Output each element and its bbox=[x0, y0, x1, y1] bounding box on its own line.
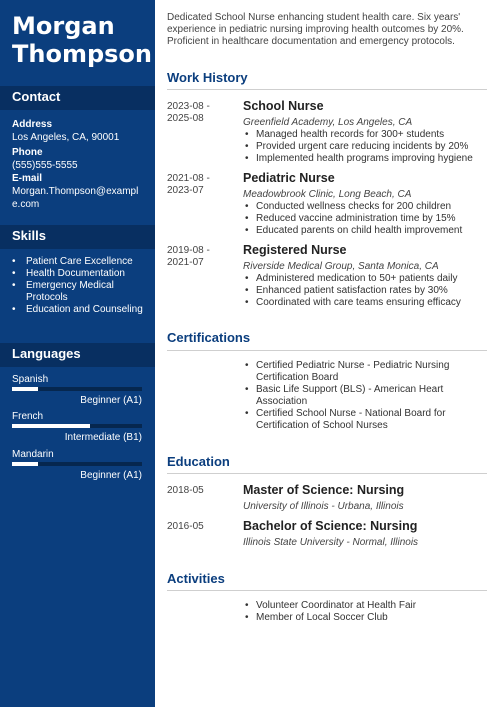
degree-field: Nursing bbox=[356, 483, 405, 497]
contact-heading: Contact bbox=[0, 86, 155, 110]
section-divider bbox=[167, 89, 487, 90]
work-details bbox=[243, 99, 489, 165]
address-block bbox=[12, 118, 152, 144]
language-name: Spanish bbox=[12, 374, 49, 385]
phone-label: Phone bbox=[12, 147, 43, 158]
language-item bbox=[12, 411, 142, 444]
email-block bbox=[12, 172, 152, 211]
certifications-details bbox=[243, 360, 489, 432]
activities-heading: Activities bbox=[167, 571, 225, 586]
skill-item: • Education and Counseling bbox=[12, 304, 152, 316]
education-date: 2018-05 bbox=[167, 485, 204, 496]
school-name: Illinois State University - Normal, Illinois bbox=[243, 537, 419, 548]
job-bullet: • Educated parents on child health improvement bbox=[243, 225, 489, 237]
certification-item: • Basic Life Support (BLS) - American Heart Association bbox=[243, 384, 458, 408]
languages-heading: Languages bbox=[0, 343, 155, 367]
last-name: Thompson bbox=[12, 40, 152, 68]
job-bullets bbox=[243, 129, 489, 165]
work-start-date: 2019-08 - bbox=[167, 245, 210, 256]
job-title: School Nurse bbox=[243, 99, 324, 113]
section-divider bbox=[167, 473, 487, 474]
job-bullet: • Provided urgent care reducing incidents by 20% bbox=[243, 141, 489, 153]
school-name: University of Illinois - Urbana, Illinois bbox=[243, 501, 404, 512]
degree-separator: : bbox=[362, 519, 371, 533]
address-value: Los Angeles, CA, 90001 bbox=[12, 132, 120, 143]
phone-value: (555)555-5555 bbox=[12, 160, 78, 171]
language-level: Intermediate (B1) bbox=[64, 432, 142, 443]
job-title: Pediatric Nurse bbox=[243, 171, 335, 185]
section-divider bbox=[167, 590, 487, 591]
job-bullet: • Coordinated with care teams ensuring efficacy bbox=[243, 297, 489, 309]
candidate-name bbox=[12, 12, 152, 68]
work-dates bbox=[167, 101, 237, 125]
job-organization: Meadowbrook Clinic, Long Beach, CA bbox=[243, 189, 412, 200]
education-details bbox=[243, 483, 489, 513]
degree-name: Master of Science bbox=[243, 483, 350, 497]
work-start-date: 2023-08 - bbox=[167, 101, 210, 112]
section-divider bbox=[167, 350, 487, 351]
job-bullets bbox=[243, 201, 489, 237]
certifications-heading: Certifications bbox=[167, 330, 251, 345]
education-heading: Education bbox=[167, 454, 230, 469]
work-dates bbox=[167, 245, 237, 269]
language-proficiency-bar bbox=[12, 462, 142, 466]
work-details bbox=[243, 243, 489, 309]
language-item bbox=[12, 374, 142, 407]
degree-title bbox=[243, 519, 489, 534]
job-bullet: • Conducted wellness checks for 200 children bbox=[243, 201, 489, 213]
job-bullets bbox=[243, 273, 489, 309]
certification-item: • Certified School Nurse - National Board for Certification of School Nurses bbox=[243, 408, 458, 432]
job-bullet: • Implemented health programs improving hygiene bbox=[243, 153, 489, 165]
job-organization: Greenfield Academy, Los Angeles, CA bbox=[243, 117, 413, 128]
language-item bbox=[12, 449, 142, 482]
first-name: Morgan bbox=[12, 12, 115, 40]
degree-separator: : bbox=[349, 483, 357, 497]
work-history-heading: Work History bbox=[167, 70, 248, 85]
work-start-date: 2021-08 - bbox=[167, 173, 210, 184]
skills-list bbox=[12, 256, 152, 316]
job-bullet: • Administered medication to 50+ patients daily bbox=[243, 273, 489, 285]
work-dates bbox=[167, 173, 237, 197]
language-level: Beginner (A1) bbox=[80, 470, 142, 481]
job-organization: Riverside Medical Group, Santa Monica, CA bbox=[243, 261, 439, 272]
phone-block bbox=[12, 146, 152, 172]
job-bullet: • Reduced vaccine administration time by 15% bbox=[243, 213, 489, 225]
email-value-line2[interactable]: e.com bbox=[12, 199, 40, 210]
language-proficiency-bar bbox=[12, 387, 142, 391]
language-proficiency-fill bbox=[12, 462, 38, 466]
language-proficiency-fill bbox=[12, 424, 90, 428]
language-proficiency-bar bbox=[12, 424, 142, 428]
skill-item: • Patient Care Excellence bbox=[12, 256, 152, 268]
job-bullet: • Managed health records for 300+ students bbox=[243, 129, 489, 141]
email-value-line1[interactable]: Morgan.Thompson@exampl bbox=[12, 186, 139, 197]
language-name: French bbox=[12, 411, 44, 422]
skills-heading: Skills bbox=[0, 225, 155, 249]
activity-item: • Volunteer Coordinator at Health Fair bbox=[243, 600, 489, 612]
degree-name: Bachelor of Science bbox=[243, 519, 363, 533]
email-label: E-mail bbox=[12, 173, 43, 184]
education-date: 2016-05 bbox=[167, 521, 204, 532]
job-bullet: • Enhanced patient satisfaction rates by 30% bbox=[243, 285, 489, 297]
degree-field: Nursing bbox=[370, 519, 418, 533]
work-end-date: 2021-07 bbox=[167, 257, 204, 268]
work-end-date: 2025-08 bbox=[167, 113, 204, 124]
certifications-list bbox=[243, 360, 458, 432]
work-details bbox=[243, 171, 489, 237]
skill-item: • Health Documentation bbox=[12, 268, 152, 280]
language-name: Mandarin bbox=[12, 449, 54, 460]
sidebar bbox=[0, 0, 155, 707]
activity-item: • Member of Local Soccer Club bbox=[243, 612, 489, 624]
language-level: Beginner (A1) bbox=[80, 395, 142, 406]
professional-summary: Dedicated School Nurse enhancing student health care. Six years' experience in pediatric nursing improving health outcomes by 20%. Proficient in healthcare documentation and emergency protocols. bbox=[167, 12, 464, 47]
education-details bbox=[243, 519, 489, 549]
work-end-date: 2023-07 bbox=[167, 185, 204, 196]
degree-title bbox=[243, 483, 489, 498]
language-proficiency-fill bbox=[12, 387, 38, 391]
activities-details bbox=[243, 600, 489, 624]
job-title: Registered Nurse bbox=[243, 243, 347, 257]
address-label: Address bbox=[12, 119, 53, 130]
activities-list bbox=[243, 600, 489, 624]
skill-item: • Emergency Medical Protocols bbox=[12, 280, 152, 304]
certification-item: • Certified Pediatric Nurse - Pediatric Nursing Certification Board bbox=[243, 360, 458, 384]
